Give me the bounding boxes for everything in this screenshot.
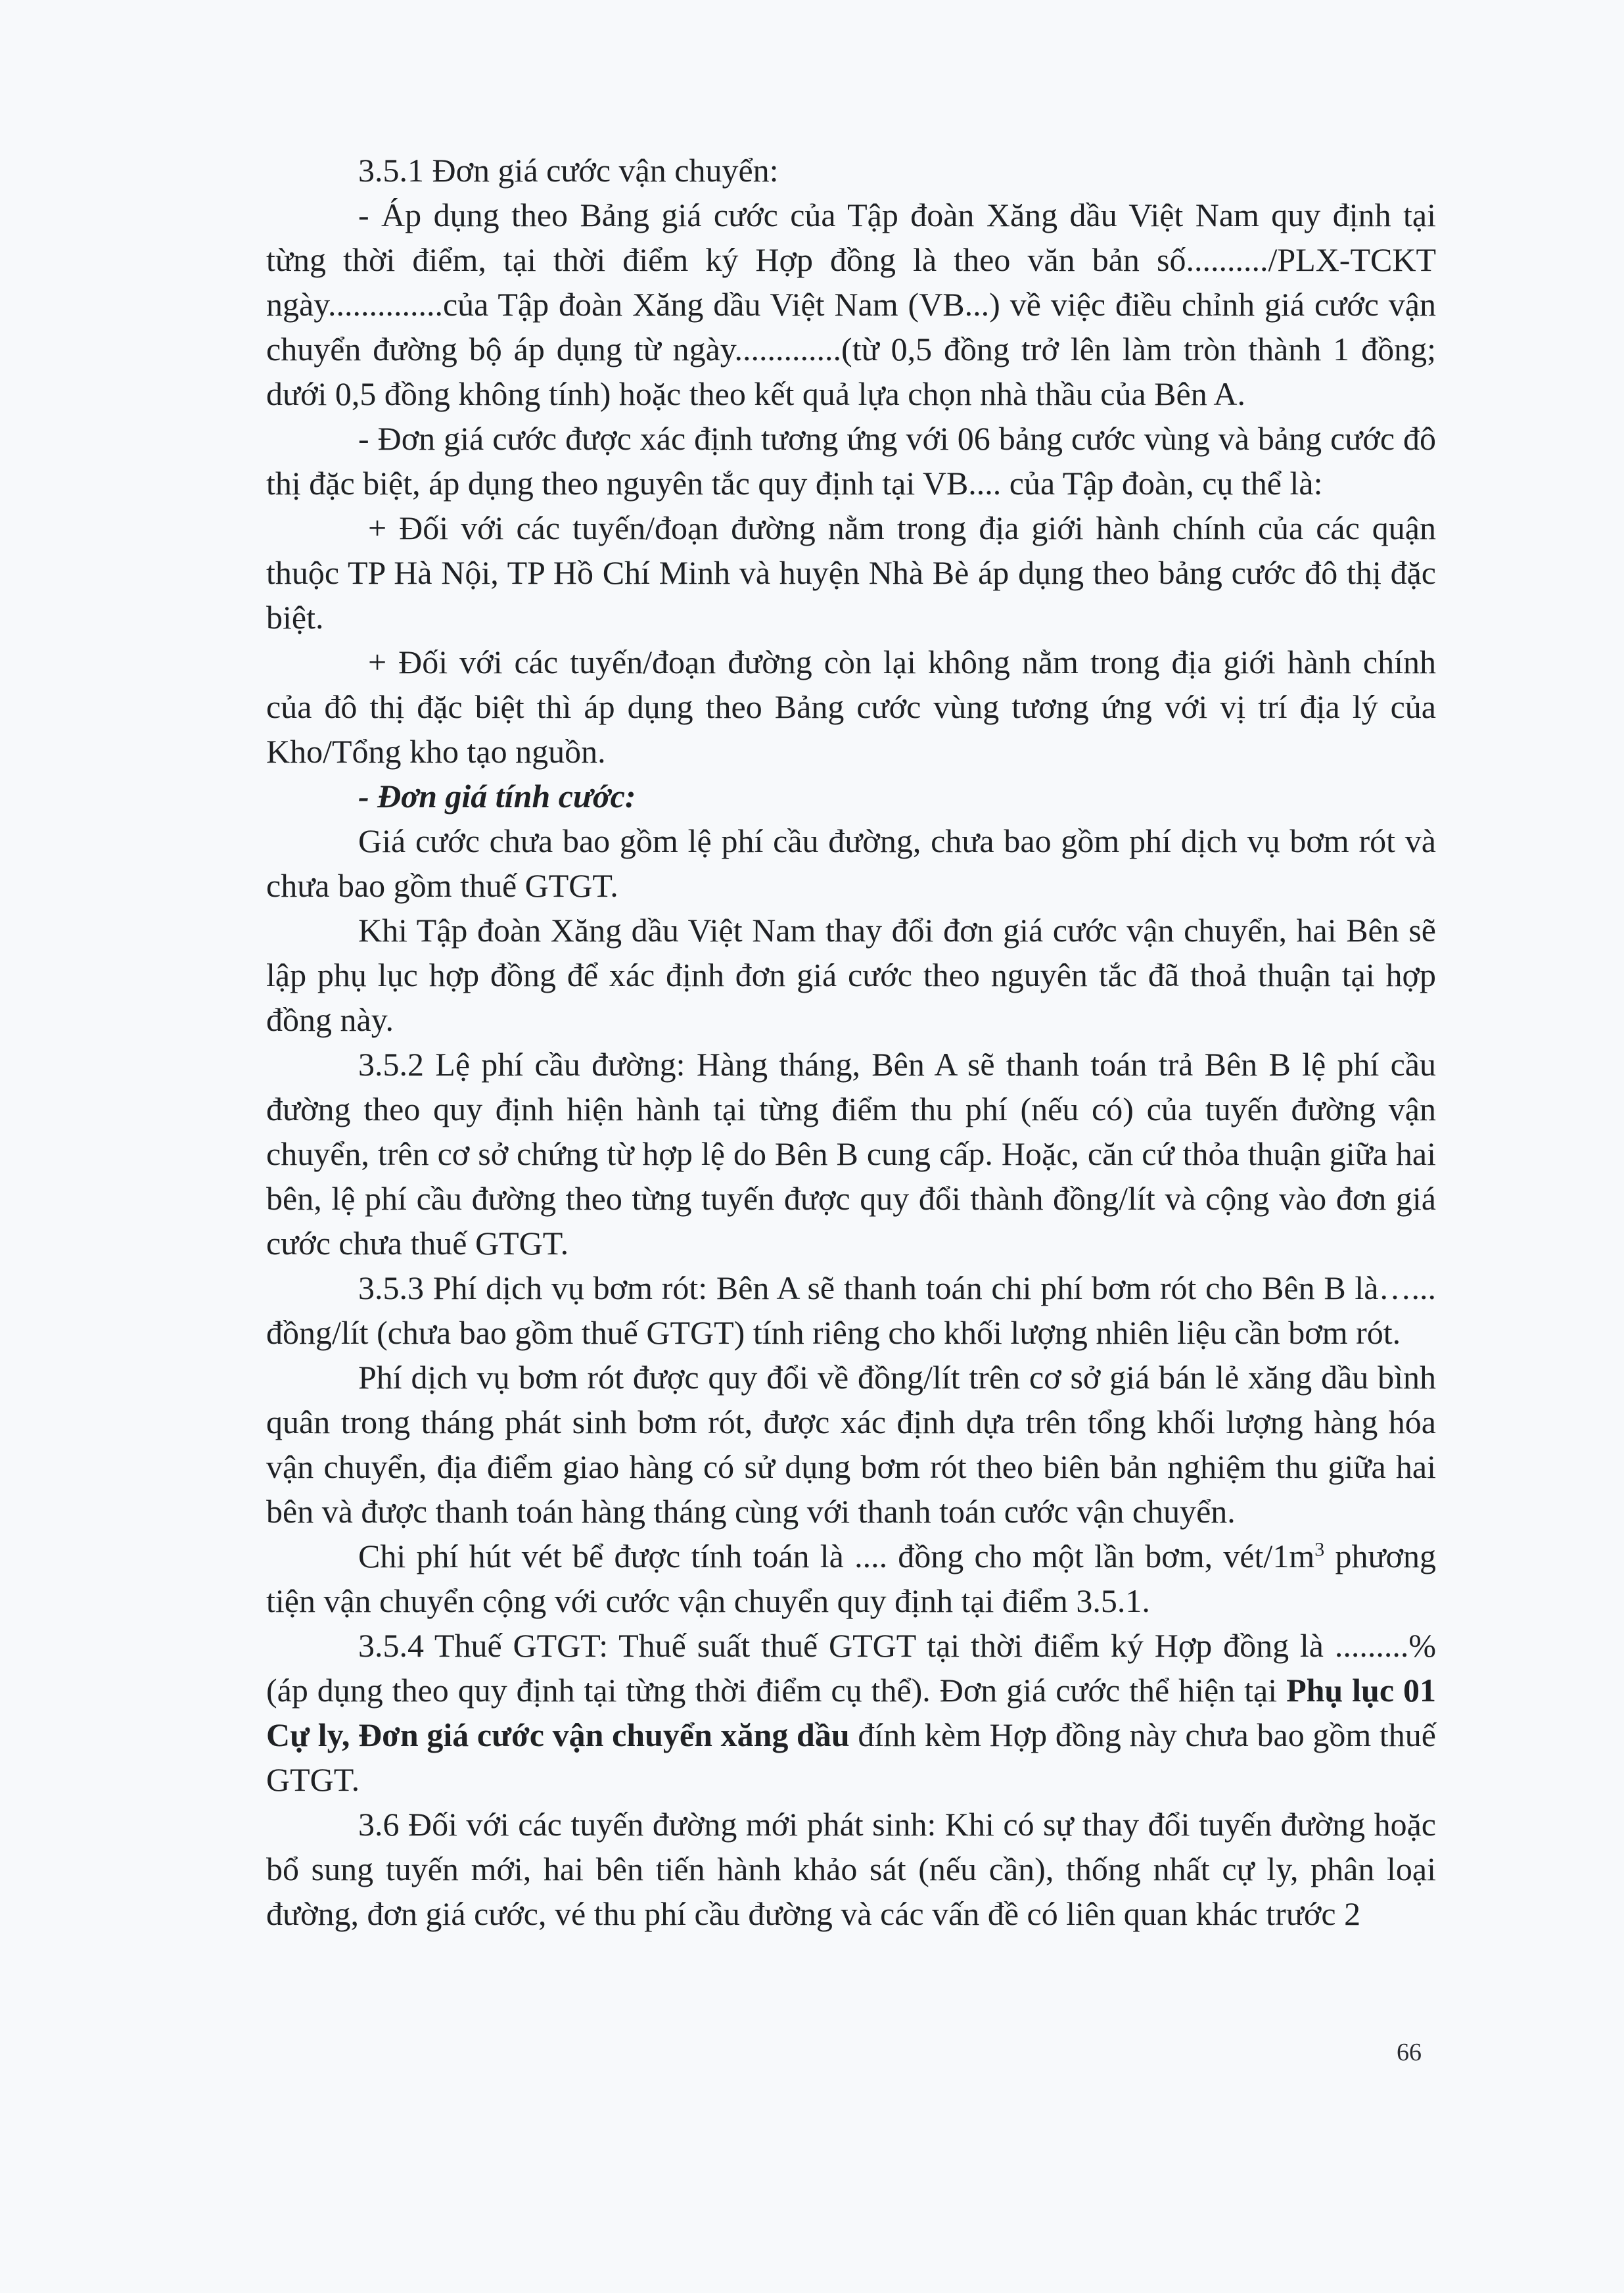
paragraph-tariff-zones: - Đơn giá cước được xác định tương ứng với 06 bảng cước vùng và bảng cước đô thị đặc biệt, áp dụng theo nguyên tắc quy định tại VB.... của Tập đoàn, cụ thể là:: [266, 420, 1436, 502]
paragraph-tank-cleaning: [266, 1534, 1436, 1623]
subheading-unit-price: - Đơn giá tính cước:: [358, 778, 636, 815]
tank-cleaning-text-a: Chi phí hút vét bể được tính toán là .... đồng cho một lần bơm, vét/1m: [358, 1538, 1315, 1574]
page-number: 66: [1397, 2039, 1422, 2066]
paragraph-price-change: Khi Tập đoàn Xăng dầu Việt Nam thay đổi đơn giá cước vận chuyển, hai Bên sẽ lập phụ lục hợp đồng để xác định đơn giá cước theo nguyên tắc đã thoả thuận tại hợp đồng này.: [266, 912, 1436, 1038]
paragraph-regional-tariff: + Đối với các tuyến/đoạn đường còn lại không nằm trong địa giới hành chính của đô thị đặc biệt thì áp dụng theo Bảng cước vùng tương ứng với vị trí địa lý của Kho/Tổng kho tạo nguồn.: [266, 644, 1436, 770]
paragraph-price-exclusions: Giá cước chưa bao gồm lệ phí cầu đường, chưa bao gồm phí dịch vụ bơm rót và chưa bao gồm thuế GTGT.: [266, 822, 1436, 904]
document-body: [266, 148, 1436, 1936]
section-heading-3-5-1: 3.5.1 Đơn giá cước vận chuyển:: [358, 152, 779, 189]
paragraph-3-5-2-toll-fee: 3.5.2 Lệ phí cầu đường: Hàng tháng, Bên A sẽ thanh toán trả Bên B lệ phí cầu đường theo quy định hiện hành tại từng điểm thu phí (nếu có) của tuyến đường vận chuyển, trên cơ sở chứng từ hợp lệ do Bên B cung cấp. Hoặc, căn cứ thỏa thuận giữa hai bên, lệ phí cầu đường theo từng tuyến được quy đổi thành đồng/lít và cộng vào đơn giá cước chưa thuế GTGT.: [266, 1046, 1436, 1262]
paragraph-3-5-4-vat: [266, 1623, 1436, 1802]
paragraph-3-6-new-routes: 3.6 Đối với các tuyến đường mới phát sinh: Khi có sự thay đổi tuyến đường hoặc bổ sung tuyến mới, hai bên tiến hành khảo sát (nếu cần), thống nhất cự ly, phân loại đường, đơn giá cước, vé thu phí cầu đường và các vấn đề có liên quan khác trước 2: [266, 1806, 1436, 1932]
vat-text-b: đính kèm Hợp đồng này chưa bao gồm thuế GTGT.: [266, 1716, 1436, 1798]
appendix-reference: Phụ lục 01 Cự ly, Đơn giá cước vận chuyển xăng dầu: [266, 1672, 1436, 1753]
paragraph-3-5-3-pumping-fee: 3.5.3 Phí dịch vụ bơm rót: Bên A sẽ thanh toán chi phí bơm rót cho Bên B là…... đồng/lít (chưa bao gồm thuế GTGT) tính riêng cho khối lượng nhiên liệu cần bơm rót.: [266, 1269, 1436, 1351]
tank-cleaning-text-b: phương tiện vận chuyển cộng với cước vận chuyển quy định tại điểm 3.5.1.: [266, 1538, 1436, 1619]
paragraph-special-urban: + Đối với các tuyến/đoạn đường nằm trong địa giới hành chính của các quận thuộc TP Hà Nội, TP Hồ Chí Minh và huyện Nhà Bè áp dụng theo bảng cước đô thị đặc biệt.: [266, 509, 1436, 636]
paragraph-tariff-application: - Áp dụng theo Bảng giá cước của Tập đoàn Xăng dầu Việt Nam quy định tại từng thời điểm, tại thời điểm ký Hợp đồng là theo văn bản số........../PLX-TCKT ngày..............của Tập đoàn Xăng dầu Việt Nam (VB...) về việc điều chỉnh giá cước vận chuyển đường bộ áp dụng từ ngày.............(từ 0,5 đồng trở lên làm tròn thành 1 đồng; dưới 0,5 đồng không tính) hoặc theo kết quả lựa chọn nhà thầu của Bên A.: [266, 197, 1436, 412]
paragraph-pumping-conversion: Phí dịch vụ bơm rót được quy đổi về đồng/lít trên cơ sở giá bán lẻ xăng dầu bình quân trong tháng phát sinh bơm rót, được xác định dựa trên tổng khối lượng hàng hóa vận chuyển, địa điểm giao hàng có sử dụng bơm rót theo biên bản nghiệm thu giữa hai bên và được thanh toán hàng tháng cùng với thanh toán cước vận chuyển.: [266, 1359, 1436, 1530]
vat-text-a: 3.5.4 Thuế GTGT: Thuế suất thuế GTGT tại thời điểm ký Hợp đồng là .........% (áp dụng theo quy định tại từng thời điểm cụ thể). Đơn giá cước thể hiện tại: [266, 1627, 1436, 1709]
superscript-cubic: 3: [1314, 1538, 1325, 1561]
